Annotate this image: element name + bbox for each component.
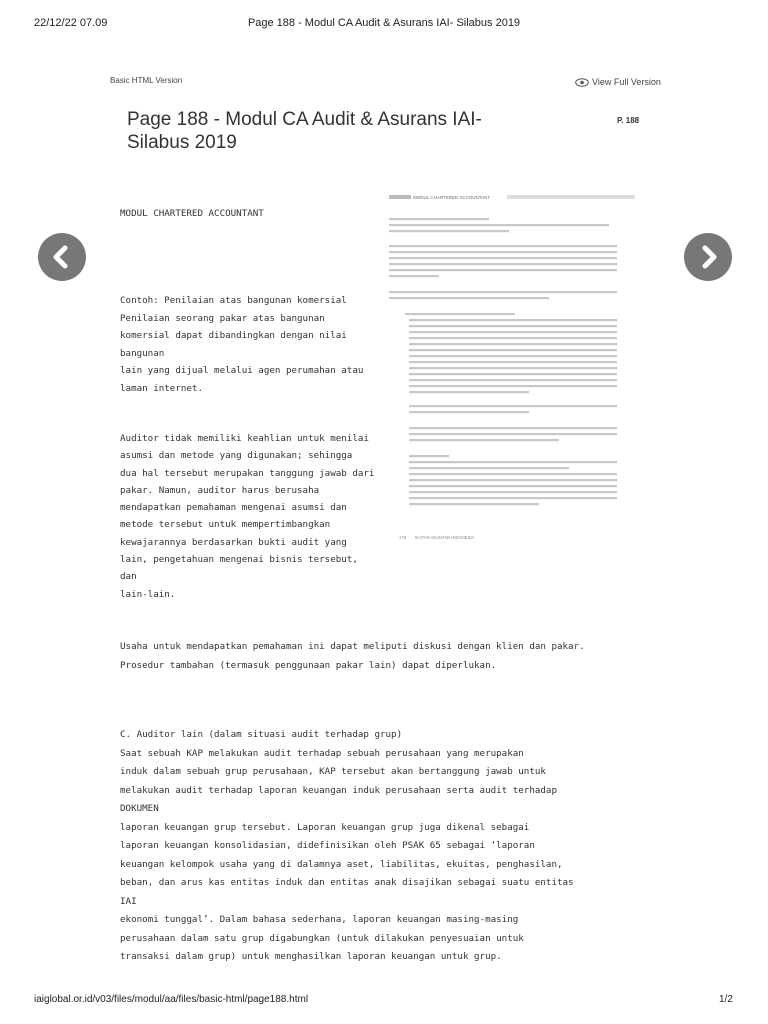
thumbnail-header: MODUL CHARTERED ACCOUNTANT: [413, 195, 491, 200]
thumbnail-text-line: [405, 313, 515, 315]
next-page-button[interactable]: [684, 233, 732, 281]
page-heading-container: [127, 108, 507, 153]
thumbnail-text-line: [409, 325, 617, 327]
thumbnail-text-line: [409, 427, 617, 429]
thumbnail-text-line: [389, 297, 549, 299]
thumbnail-text-line: [389, 218, 489, 220]
thumbnail-text-line: [409, 461, 617, 463]
thumbnail-text-line: [409, 405, 617, 407]
paragraph-example: Contoh: Penilaian atas bangunan komersial Penilaian seorang pakar atas bangunan komersial dapat dibandingkan dengan nilai bangunan lain yang dijual melalui agen perumahan atau laman internet.: [120, 295, 364, 394]
thumbnail-text-line: [409, 343, 617, 345]
thumbnail-text-line: [409, 473, 617, 475]
footer-page-count: 1/2: [719, 994, 733, 1005]
page-number: P. 188: [617, 116, 640, 125]
thumbnail-text-line: [409, 367, 617, 369]
thumbnail-text-line: [389, 251, 617, 253]
thumbnail-text-line: [409, 433, 617, 435]
thumbnail-text-line: [409, 485, 617, 487]
thumbnail-text-line: [409, 337, 617, 339]
thumbnail-text-line: [409, 503, 539, 505]
thumbnail-text-line: [409, 349, 617, 351]
basic-html-link[interactable]: Basic HTML Version: [110, 76, 183, 85]
prev-page-button[interactable]: [38, 233, 86, 281]
paragraph-other-auditor: C. Auditor lain (dalam situasi audit terhadap grup) Saat sebuah KAP melakukan audit terhadap sebuah perusahaan yang merupakan induk dalam sebuah grup perusahaan, KAP tersebut akan bertanggung jawab untuk melakukan audit terhadap laporan keuangan induk perusahaan serta audit terhadap DOKUMEN laporan keuangan grup tersebut. Laporan keuangan grup juga dikenal sebagai laporan keuangan konsolidasian, didefinisikan oleh PSAK 65 sebagai ‘laporan keuangan kelompok usaha yang di dalamnya aset, liabilitas, ekuitas, penghasilan, beban, dan arus kas entitas induk dan entitas anak disajikan sebagai suatu entitas IAI ekonomi tunggal’. Dalam bahasa sederhana, laporan keuangan masing-masing perusahaan dalam satu grup digabungkan (untuk dilakukan penyesuaian untuk transaksi dalam grup) untuk menghasilkan laporan keuangan untuk grup.: [120, 729, 574, 962]
print-title: Page 188 - Modul CA Audit & Asurans IAI- Silabus 2019: [247, 17, 521, 29]
thumbnail-text-line: [389, 263, 617, 265]
eye-icon: [575, 78, 589, 87]
thumbnail-text-line: [409, 379, 617, 381]
thumbnail-text-line: [389, 257, 617, 259]
thumbnail-text-line: [389, 291, 617, 293]
chevron-right-icon: [684, 233, 732, 281]
thumbnail-text-line: [409, 319, 617, 321]
thumbnail-footer-text: IKATAN AKUNTAN INDONESIA: [415, 535, 475, 540]
thumbnail-text-line: [409, 467, 569, 469]
thumbnail-footer-number: 178: [399, 535, 406, 540]
view-full-version-link[interactable]: [575, 77, 661, 87]
chevron-left-icon: [38, 233, 86, 281]
thumbnail-text-line: [409, 331, 617, 333]
thumbnail-text-line: [409, 497, 617, 499]
view-full-version-label: View Full Version: [592, 77, 661, 87]
thumbnail-text-line: [409, 385, 617, 387]
thumbnail-text-line: [409, 391, 529, 393]
thumbnail-text-line: [409, 411, 529, 413]
page-thumbnail: [389, 193, 635, 543]
thumbnail-text-line: [389, 224, 609, 226]
thumbnail-text-line: [389, 275, 439, 277]
thumbnail-text-line: [389, 269, 617, 271]
thumbnail-text-line: [409, 491, 617, 493]
thumbnail-text-line: [389, 245, 617, 247]
thumbnail-text-line: [409, 373, 617, 375]
thumbnail-text-line: [409, 355, 617, 357]
paragraph-auditor-expertise: Auditor tidak memiliki keahlian untuk menilai asumsi dan metode yang digunakan; sehingga dua hal tersebut merupakan tanggung jawab dari pakar. Namun, auditor harus berusaha mendapatkan pemahaman mengenai asumsi dan metode tersebut untuk mempertimbangkan kewajarannya berdasarkan bukti audit yang lain, pengetahuan mengenai bisnis tersebut, dan lain-lain.: [120, 433, 375, 600]
thumbnail-text-line: [409, 479, 617, 481]
print-timestamp: 22/12/22 07.09: [34, 17, 108, 29]
paragraph-procedures: Usaha untuk mendapatkan pemahaman ini dapat meliputi diskusi dengan klien dan pakar. Prosedur tambahan (termasuk penggunaan pakar lain) dapat diperlukan.: [120, 641, 585, 671]
thumbnail-text-line: [389, 230, 509, 232]
thumbnail-text-line: [409, 455, 449, 457]
page-thumbnail-image: [389, 193, 635, 543]
thumbnail-text-line: [409, 439, 559, 441]
footer-url: iaiglobal.or.id/v03/files/modul/aa/files/basic-html/page188.html: [34, 994, 309, 1005]
module-title: MODUL CHARTERED ACCOUNTANT: [120, 208, 264, 219]
thumbnail-text-line: [409, 361, 617, 363]
page-title: Page 188 - Modul CA Audit & Asurans IAI- Silabus 2019: [127, 109, 482, 153]
